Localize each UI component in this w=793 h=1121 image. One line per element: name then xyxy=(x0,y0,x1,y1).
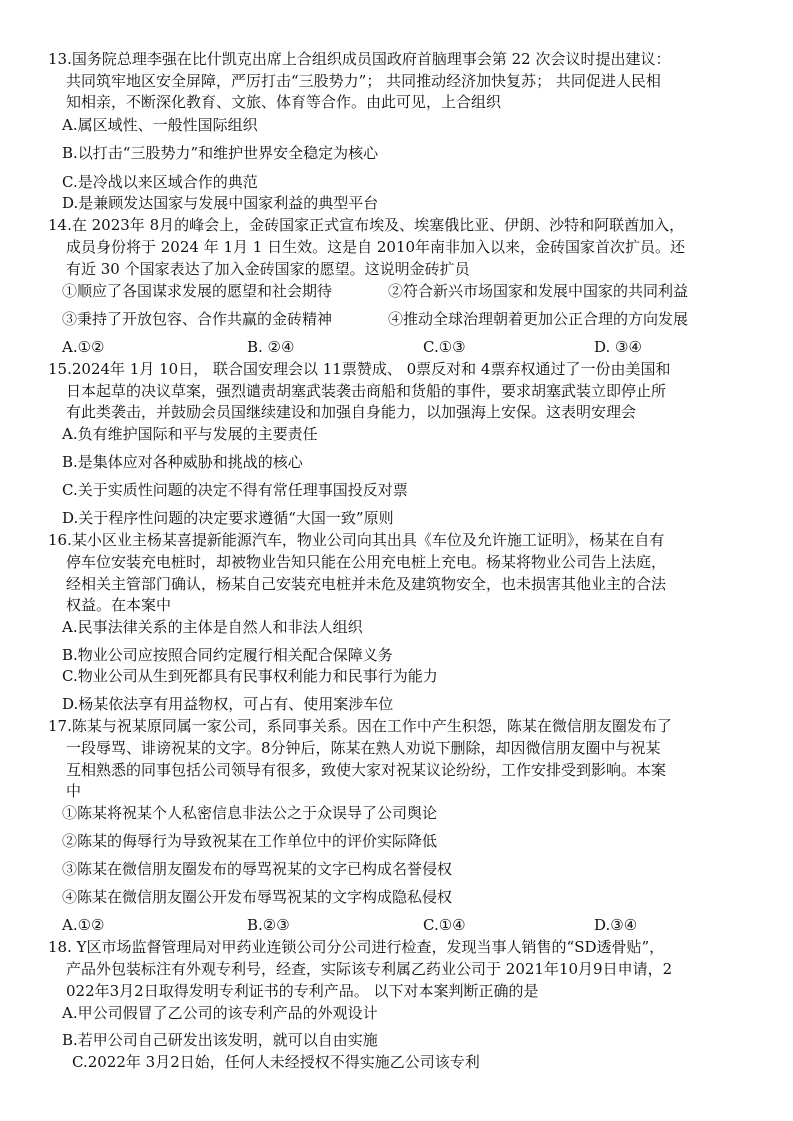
q17-statement-1: ①陈某将祝某个人私密信息非法公之于众误导了公司舆论 xyxy=(62,804,438,822)
q13-option-c: C.是冷战以来区域合作的典范 xyxy=(62,173,258,191)
q14-choice-a: A.①② xyxy=(62,338,105,356)
q13-stem-line-2: 共同筑牢地区安全屏障，严厉打击“三股势力”； 共同推动经济加快复苏； 共同促进人民相 xyxy=(66,72,661,90)
q15-option-a: A.负有维护国际和平与发展的主要责任 xyxy=(62,425,318,443)
q13-option-a: A.属区域性、一般性国际组织 xyxy=(62,116,258,134)
q17-statement-4: ④陈某在微信朋友圈公开发布辱骂祝某的文字构成隐私侵权 xyxy=(62,888,453,906)
q15-stem-line-3: 有此类袭击，并鼓励会员国继续建设和加强自身能力，以加强海上安保。这表明安理会 xyxy=(66,403,637,421)
q16-option-b: B.物业公司应按照合同约定履行相关配合保障义务 xyxy=(62,646,393,664)
q15-stem-line-1: 15.2024年 1月 10日， 联合国安理会以 11票赞成、 0票反对和 4票弃权通过了一份由美国和 xyxy=(48,360,671,378)
q18-option-a: A.甲公司假冒了乙公司的该专利产品的外观设计 xyxy=(62,1004,378,1022)
q16-stem-line-1: 16.某小区业主杨某喜提新能源汽车，物业公司向其出具《车位及允许施工证明》，杨某在自有 xyxy=(48,531,665,549)
q14-stem-line-1: 14.在 2023年 8月的峰会上，金砖国家正式宣布埃及、埃塞俄比亚、伊朗、沙特和阿联酋加入， xyxy=(48,216,685,234)
q14-statement-4: ④推动全球治理朝着更加公正合理的方向发展 xyxy=(388,310,689,328)
q18-stem-line-2: 产品外包装标注有外观专利号，经查，实际该专利属乙药业公司于 2021年10月9日申请，2 xyxy=(66,960,673,978)
q14-statement-3: ③秉持了开放包容、合作共赢的金砖精神 xyxy=(62,310,333,328)
q14-stem-line-3: 有近 30 个国家表达了加入金砖国家的愿望。这说明金砖扩员 xyxy=(66,260,470,278)
q13-option-d: D.是兼顾发达国家与发展中国家利益的典型平台 xyxy=(62,194,379,212)
q16-option-a: A.民事法律关系的主体是自然人和非法人组织 xyxy=(62,618,363,636)
q17-choice-d: D.③④ xyxy=(594,916,638,934)
q17-stem-line-3: 互相熟悉的同事包括公司领导有很多，致使大家对祝某议论纷纷，工作安排受到影响。本案 xyxy=(66,761,667,779)
q16-stem-line-2: 停车位安装充电桩时，却被物业告知只能在公用充电桩上充电。杨某将物业公司告上法庭， xyxy=(66,553,667,571)
q13-stem-line-3: 知相亲，不断深化教育、文旅、体育等合作。由此可见，上合组织 xyxy=(66,93,502,111)
q17-choice-c: C.①④ xyxy=(423,916,466,934)
q17-choice-a: A.①② xyxy=(62,916,105,934)
q17-stem-line-1: 17.陈某与祝某原同属一家公司，系同事关系。因在工作中产生积怨，陈某在微信朋友圈发布了 xyxy=(48,717,672,735)
q15-option-d: D.关于程序性问题的决定要求遵循“大国一致”原则 xyxy=(62,509,394,527)
q13-stem-line-1: 13.国务院总理李强在比什凯克出席上合组织成员国政府首脑理事会第 22 次会议时提出建议： xyxy=(48,50,671,68)
q18-option-c: C.2022年 3月2日始，任何人未经授权不得实施乙公司该专利 xyxy=(72,1053,480,1071)
q16-option-c: C.物业公司从生到死都具有民事权利能力和民事行为能力 xyxy=(62,667,438,685)
q14-choice-b: B. ②④ xyxy=(247,338,295,356)
q17-statement-2: ②陈某的侮辱行为导致祝某在工作单位中的评价实际降低 xyxy=(62,832,438,850)
q14-choice-d: D. ③④ xyxy=(594,338,642,356)
q17-statement-3: ③陈某在微信朋友圈发布的辱骂祝某的文字已构成名誉侵权 xyxy=(62,860,453,878)
q17-stem-line-4: 中 xyxy=(66,782,82,800)
q17-stem-line-2: 一段辱骂、诽谤祝某的文字。8分钟后，陈某在熟人劝说下删除，却因微信朋友圈中与祝某 xyxy=(66,739,661,757)
q17-choice-b: B.②③ xyxy=(247,916,290,934)
q16-option-d: D.杨某依法享有用益物权，可占有、使用案涉车位 xyxy=(62,695,394,713)
q16-stem-line-3: 经相关主管部门确认，杨某自己安装充电桩并未危及建筑物安全，也未损害其他业主的合法 xyxy=(66,575,667,593)
q14-statement-1: ①顺应了各国谋求发展的愿望和社会期待 xyxy=(62,282,333,300)
q14-stem-line-2: 成员身份将于 2024 年 1月 1 日生效。这是自 2010年南非加入以来，金砖国家首次扩员。还 xyxy=(66,238,686,256)
q18-stem-line-1: 18. Y区市场监督管理局对甲药业连锁公司分公司进行检查，发现当事人销售的“SD透骨贴”， xyxy=(48,938,665,956)
q15-stem-line-2: 日本起草的决议草案，强烈谴责胡塞武装袭击商船和货船的事件，要求胡塞武装立即停止所 xyxy=(66,382,667,400)
q15-option-b: B.是集体应对各种威胁和挑战的核心 xyxy=(62,453,303,471)
q18-option-b: B.若甲公司自己研发出该发明，就可以自由实施 xyxy=(62,1031,378,1049)
q16-stem-line-4: 权益。在本案中 xyxy=(66,596,172,614)
q14-choice-c: C.①③ xyxy=(423,338,466,356)
q18-stem-line-3: 022年3月2日取得发明专利证书的专利产品。 以下对本案判断正确的是 xyxy=(66,982,539,1000)
q14-statement-2: ②符合新兴市场国家和发展中国家的共同利益 xyxy=(388,282,689,300)
q15-option-c: C.关于实质性问题的决定不得有常任理事国投反对票 xyxy=(62,481,408,499)
q13-option-b: B.以打击“三股势力”和维护世界安全稳定为核心 xyxy=(62,144,379,162)
